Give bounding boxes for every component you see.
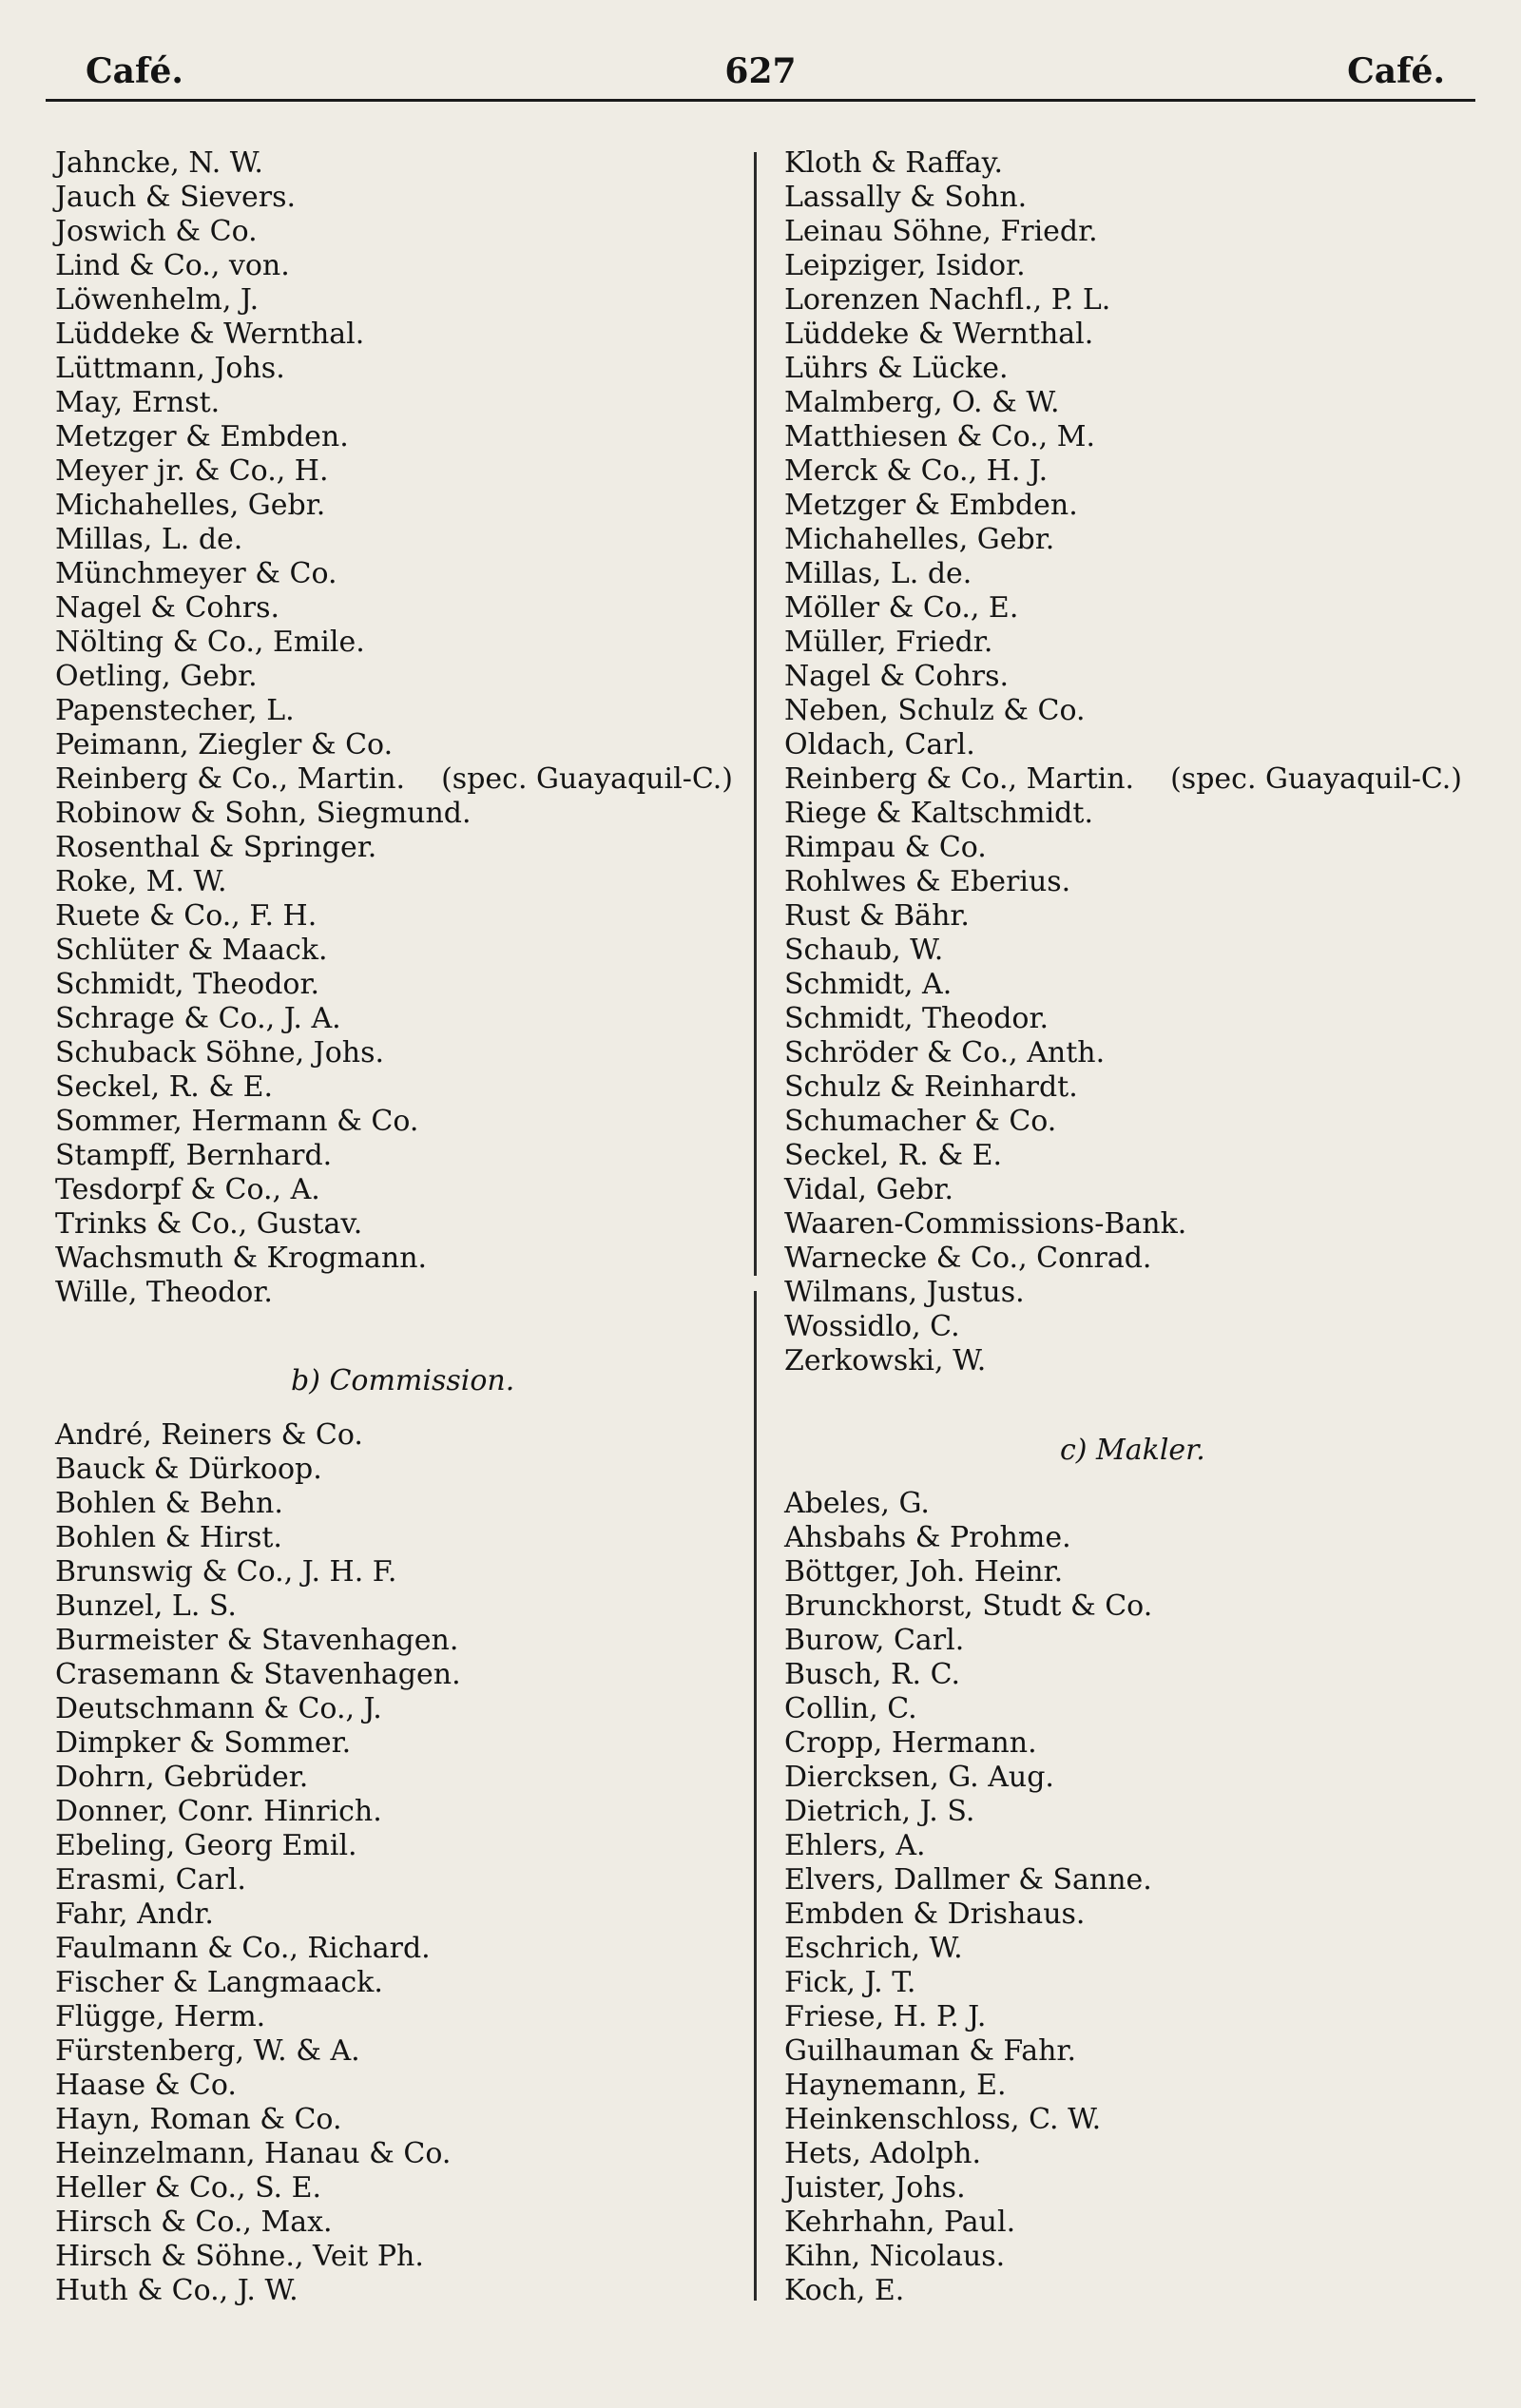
directory-entry: [784, 352, 1483, 386]
directory-entry: [55, 1726, 749, 1761]
entry-name: Bohlen & Hirst.: [55, 1521, 282, 1554]
entry-name: Haynemann, E.: [784, 2069, 1007, 2102]
directory-entry: [55, 1453, 749, 1487]
directory-entry: [784, 1726, 1483, 1761]
entry-name: Heller & Co., S. E.: [55, 2171, 322, 2205]
directory-entry: [784, 934, 1483, 968]
entry-name: Riege & Kaltschmidt.: [784, 797, 1093, 830]
entry-name: Trinks & Co., Gustav.: [55, 1207, 363, 1241]
entry-name: Möller & Co., E.: [784, 591, 1019, 625]
section-c-title: c) Makler.: [1060, 1434, 1205, 1467]
directory-entry: [784, 283, 1483, 318]
entry-name: Embden & Drishaus.: [784, 1898, 1086, 1931]
entry-name: Hets, Adolph.: [784, 2137, 982, 2170]
directory-entry: [55, 1761, 749, 1795]
entry-name: Ahsbahs & Prohme.: [784, 1521, 1071, 1554]
entry-name: Lüddeke & Wernthal.: [784, 318, 1094, 351]
entry-name: Leinau Söhne, Friedr.: [784, 215, 1098, 248]
directory-entry: [784, 1966, 1483, 2000]
entry-name: May, Ernst.: [55, 386, 221, 419]
directory-entry: [55, 1898, 749, 1932]
directory-entry: [784, 1242, 1483, 1276]
directory-entry: [55, 1242, 749, 1276]
column-divider-top: [754, 152, 757, 1276]
directory-entry: [55, 1070, 749, 1105]
entry-name: Jauch & Sievers.: [55, 181, 297, 214]
entry-name: Faulmann & Co., Richard.: [55, 1932, 431, 1965]
entry-name: Lorenzen Nachfl., P. L.: [784, 283, 1111, 317]
entry-name: Seckel, R. & E.: [784, 1139, 1003, 1172]
directory-entry: [784, 420, 1483, 454]
column-divider-bottom: [754, 1291, 757, 2301]
directory-entry: [784, 2034, 1483, 2069]
directory-entry: [784, 2240, 1483, 2274]
entry-name: Rosenthal & Springer.: [55, 831, 377, 864]
entry-name: Wossidlo, C.: [784, 1310, 960, 1343]
directory-entry: [55, 694, 749, 728]
entry-name: Robinow & Sohn, Siegmund.: [55, 797, 472, 830]
entry-name: Dietrich, J. S.: [784, 1795, 975, 1828]
directory-entry: [55, 865, 749, 899]
directory-entry: [55, 1829, 749, 1863]
directory-entry: [784, 318, 1483, 352]
entry-name: Kihn, Nicolaus.: [784, 2240, 1006, 2273]
entry-name: Deutschmann & Co., J.: [55, 1692, 382, 1725]
directory-entry: [55, 660, 749, 694]
section-c-entries: [784, 1487, 1483, 2308]
directory-entry: [784, 591, 1483, 626]
directory-entry: [784, 1829, 1483, 1863]
directory-entry: [784, 1932, 1483, 1966]
entry-name: Böttger, Joh. Heinr.: [784, 1555, 1064, 1589]
directory-entry: [784, 694, 1483, 728]
directory-entry: [55, 1139, 749, 1173]
directory-entry: [784, 1521, 1483, 1555]
entry-name: Diercksen, G. Aug.: [784, 1761, 1054, 1794]
directory-entry: [55, 1002, 749, 1036]
directory-entry: [55, 1105, 749, 1139]
directory-entry: [784, 523, 1483, 557]
directory-entry: [784, 1898, 1483, 1932]
entry-name: Burmeister & Stavenhagen.: [55, 1624, 459, 1657]
directory-entry: [55, 1863, 749, 1898]
entry-name: Dimpker & Sommer.: [55, 1726, 352, 1760]
entry-name: Wille, Theodor.: [55, 1276, 273, 1309]
directory-entry: [55, 591, 749, 626]
directory-entry: [55, 181, 749, 215]
entry-name: Dohrn, Gebrüder.: [55, 1761, 309, 1794]
entry-name: Metzger & Embden.: [55, 420, 349, 453]
entry-name: Rohlwes & Eberius.: [784, 865, 1071, 898]
directory-entry: [55, 1555, 749, 1589]
entry-name: Münchmeyer & Co.: [55, 557, 337, 590]
directory-entry: [55, 215, 749, 249]
entry-name: Lind & Co., von.: [55, 249, 290, 282]
directory-entry: [784, 2137, 1483, 2171]
directory-entry: [784, 2103, 1483, 2137]
directory-entry: [55, 1521, 749, 1555]
directory-entry: [55, 1487, 749, 1521]
directory-entry: [55, 934, 749, 968]
entry-name: Michahelles, Gebr.: [784, 523, 1055, 556]
directory-entry: [784, 797, 1483, 831]
directory-entry: [55, 557, 749, 591]
directory-entry: [784, 1173, 1483, 1207]
directory-entry: [55, 146, 749, 181]
directory-entry: [55, 831, 749, 865]
directory-entry: [55, 2069, 749, 2103]
entry-name: Kloth & Raffay.: [784, 146, 1004, 180]
directory-entry: [784, 1555, 1483, 1589]
entry-name: Schaub, W.: [784, 934, 944, 967]
entry-name: Millas, L. de.: [784, 557, 972, 590]
directory-entry: [55, 352, 749, 386]
entry-name: Huth & Co., J. W.: [55, 2274, 298, 2307]
entry-name: Müller, Friedr.: [784, 626, 993, 659]
entry-name: Guilhauman & Fahr.: [784, 2034, 1077, 2068]
entry-name: Merck & Co., H. J.: [784, 454, 1049, 488]
left-entries: [55, 146, 749, 1310]
entry-name: Schmidt, Theodor.: [784, 1002, 1049, 1035]
directory-entry: [55, 968, 749, 1002]
entry-name: Burow, Carl.: [784, 1624, 965, 1657]
directory-entry: [784, 1589, 1483, 1624]
directory-entry: [784, 968, 1483, 1002]
directory-entry: [55, 1207, 749, 1242]
entry-name: Schmidt, Theodor.: [55, 968, 320, 1001]
entry-name: Busch, R. C.: [784, 1658, 961, 1691]
entry-name: Leipziger, Isidor.: [784, 249, 1026, 282]
section-b-entries: [55, 1418, 749, 2308]
entry-name: Heinkenschloss, C. W.: [784, 2103, 1102, 2136]
entry-name: Heinzelmann, Hanau & Co.: [55, 2137, 452, 2170]
entry-name: Seckel, R. & E.: [55, 1070, 274, 1104]
entry-name: Fahr, Andr.: [55, 1898, 214, 1931]
entry-name: Peimann, Ziegler & Co.: [55, 728, 394, 761]
entry-name: Hirsch & Söhne., Veit Ph.: [55, 2240, 424, 2273]
entry-name: Fischer & Langmaack.: [55, 1966, 383, 1999]
directory-entry: [784, 1658, 1483, 1692]
directory-entry: [784, 386, 1483, 420]
directory-entry: [55, 728, 749, 762]
directory-entry: [784, 728, 1483, 762]
entry-name: André, Reiners & Co.: [55, 1418, 363, 1452]
entry-name: Reinberg & Co., Martin.: [55, 762, 406, 796]
directory-entry: [784, 2069, 1483, 2103]
entry-name: Lührs & Lücke.: [784, 352, 1009, 385]
entry-name: Wilmans, Justus.: [784, 1276, 1025, 1309]
directory-entry: [55, 386, 749, 420]
directory-entry: [784, 146, 1483, 181]
page-number: 627: [724, 51, 797, 91]
section-b-title: b) Commission.: [291, 1364, 515, 1397]
page-header: [46, 46, 1475, 101]
entry-name: Schrage & Co., J. A.: [55, 1002, 341, 1035]
directory-entry: [784, 899, 1483, 934]
entry-name: Wachsmuth & Krogmann.: [55, 1242, 428, 1275]
entry-name: Erasmi, Carl.: [55, 1863, 246, 1897]
directory-entry: [55, 1932, 749, 1966]
right-entries: [784, 146, 1483, 1378]
entry-name: Reinberg & Co., Martin.: [784, 762, 1135, 796]
directory-entry: [55, 454, 749, 489]
directory-entry: [784, 1105, 1483, 1139]
entry-name: Zerkowski, W.: [784, 1344, 987, 1377]
directory-entry: [55, 2274, 749, 2308]
entry-name: Bauck & Dürkoop.: [55, 1453, 322, 1486]
entry-name: Eschrich, W.: [784, 1932, 963, 1965]
entry-name: Meyer jr. & Co., H.: [55, 454, 329, 488]
entry-name: Friese, H. P. J.: [784, 2000, 987, 2033]
entry-name: Brunckhorst, Studt & Co.: [784, 1589, 1153, 1623]
entry-name: Schumacher & Co.: [784, 1105, 1057, 1138]
directory-entry: [784, 557, 1483, 591]
entry-name: Nagel & Cohrs.: [784, 660, 1010, 693]
directory-entry: [55, 2240, 749, 2274]
entry-name: Schmidt, A.: [784, 968, 953, 1001]
directory-entry: [55, 797, 749, 831]
entry-name: Rimpau & Co.: [784, 831, 987, 864]
entry-name: Abeles, G.: [784, 1487, 930, 1520]
entry-name: Nölting & Co., Emile.: [55, 626, 365, 659]
entry-name: Sommer, Hermann & Co.: [55, 1105, 419, 1138]
entry-name: Schlüter & Maack.: [55, 934, 328, 967]
directory-entry: [55, 1276, 749, 1310]
entry-name: Bunzel, L. S.: [55, 1589, 237, 1623]
entry-name: Michahelles, Gebr.: [55, 489, 326, 522]
entry-name: Oetling, Gebr.: [55, 660, 258, 693]
entry-name: Vidal, Gebr.: [784, 1173, 953, 1206]
directory-entry: [784, 762, 1483, 797]
directory-entry: [55, 2206, 749, 2240]
entry-name: Schröder & Co., Anth.: [784, 1036, 1106, 1069]
entry-name: Cropp, Hermann.: [784, 1726, 1037, 1760]
entry-name: Collin, C.: [784, 1692, 917, 1725]
directory-entry: [784, 1487, 1483, 1521]
directory-entry: [784, 249, 1483, 283]
entry-name: Flügge, Herm.: [55, 2000, 266, 2033]
entry-name: Rust & Bähr.: [784, 899, 970, 933]
directory-entry: [784, 215, 1483, 249]
directory-entry: [784, 1139, 1483, 1173]
entry-name: Fick, J. T.: [784, 1966, 916, 1999]
entry-name: Tesdorpf & Co., A.: [55, 1173, 320, 1206]
directory-entry: [784, 2206, 1483, 2240]
directory-entry: [55, 1418, 749, 1453]
directory-entry: [55, 626, 749, 660]
right-column: [784, 146, 1483, 2308]
entry-name: Nagel & Cohrs.: [55, 591, 280, 625]
directory-entry: [784, 489, 1483, 523]
directory-entry: [784, 1310, 1483, 1344]
entry-name: Kehrhahn, Paul.: [784, 2206, 1016, 2239]
entry-name: Lüttmann, Johs.: [55, 352, 285, 385]
directory-entry: [55, 1173, 749, 1207]
entry-name: Donner, Conr. Hinrich.: [55, 1795, 382, 1828]
entry-name: Ebeling, Georg Emil.: [55, 1829, 357, 1862]
directory-entry: [55, 1036, 749, 1070]
directory-entry: [784, 1344, 1483, 1378]
entry-name: Joswich & Co.: [55, 215, 258, 248]
directory-entry: [784, 1207, 1483, 1242]
directory-entry: [784, 1070, 1483, 1105]
entry-name: Oldach, Carl.: [784, 728, 975, 761]
directory-entry: [55, 283, 749, 318]
entry-name: Jahncke, N. W.: [55, 146, 263, 180]
entry-name: Fürstenberg, W. & A.: [55, 2034, 360, 2068]
directory-entry: [784, 1036, 1483, 1070]
entry-name: Roke, M. W.: [55, 865, 227, 898]
directory-entry: [784, 2274, 1483, 2308]
directory-entry: [784, 831, 1483, 865]
entry-name: Warnecke & Co., Conrad.: [784, 1242, 1152, 1275]
entry-name: Crasemann & Stavenhagen.: [55, 1658, 461, 1691]
directory-entry: [55, 420, 749, 454]
directory-entry: [55, 899, 749, 934]
directory-entry: [784, 2171, 1483, 2206]
entry-name: Waaren-Commissions-Bank.: [784, 1207, 1187, 1241]
directory-entry: [55, 2034, 749, 2069]
entry-name: Papenstecher, L.: [55, 694, 295, 727]
entry-name: Stampff, Bernhard.: [55, 1139, 333, 1172]
directory-entry: [55, 1589, 749, 1624]
directory-entry: [55, 249, 749, 283]
directory-entry: [55, 2171, 749, 2206]
running-head-right: Café.: [1347, 51, 1445, 91]
entry-spec-note: (spec. Guayaquil-C.): [1170, 762, 1463, 796]
directory-entry: [784, 865, 1483, 899]
entry-name: Hirsch & Co., Max.: [55, 2206, 333, 2239]
entry-name: Matthiesen & Co., M.: [784, 420, 1095, 453]
directory-entry: [55, 1966, 749, 2000]
directory-entry: [784, 181, 1483, 215]
entry-name: Löwenhelm, J.: [55, 283, 260, 317]
directory-entry: [784, 1276, 1483, 1310]
directory-entry: [784, 626, 1483, 660]
directory-entry: [784, 1761, 1483, 1795]
entry-name: Neben, Schulz & Co.: [784, 694, 1086, 727]
directory-entry: [55, 1795, 749, 1829]
directory-entry: [784, 1692, 1483, 1726]
entry-name: Metzger & Embden.: [784, 489, 1078, 522]
directory-entry: [784, 1624, 1483, 1658]
entry-name: Millas, L. de.: [55, 523, 243, 556]
directory-entry: [784, 1795, 1483, 1829]
directory-entry: [784, 660, 1483, 694]
directory-entry: [55, 2103, 749, 2137]
directory-entry: [55, 1692, 749, 1726]
entry-name: Schulz & Reinhardt.: [784, 1070, 1078, 1104]
entry-name: Haase & Co.: [55, 2069, 237, 2102]
directory-entry: [784, 2000, 1483, 2034]
entry-name: Brunswig & Co., J. H. F.: [55, 1555, 397, 1589]
directory-entry: [55, 762, 749, 797]
entry-name: Elvers, Dallmer & Sanne.: [784, 1863, 1152, 1897]
entry-name: Bohlen & Behn.: [55, 1487, 283, 1520]
directory-entry: [55, 1624, 749, 1658]
directory-entry: [55, 318, 749, 352]
entry-name: Malmberg, O. & W.: [784, 386, 1060, 419]
entry-name: Koch, E.: [784, 2274, 905, 2307]
entry-name: Ehlers, A.: [784, 1829, 926, 1862]
running-head-left: Café.: [86, 51, 183, 91]
directory-entry: [784, 1002, 1483, 1036]
directory-entry: [55, 2137, 749, 2171]
left-column: [55, 146, 749, 2308]
entry-name: Ruete & Co., F. H.: [55, 899, 318, 933]
directory-entry: [784, 454, 1483, 489]
directory-entry: [55, 523, 749, 557]
directory-entry: [55, 489, 749, 523]
directory-entry: [55, 2000, 749, 2034]
entry-spec-note: (spec. Guayaquil-C.): [441, 762, 734, 796]
directory-entry: [784, 1863, 1483, 1898]
entry-name: Lüddeke & Wernthal.: [55, 318, 365, 351]
entry-name: Lassally & Sohn.: [784, 181, 1028, 214]
directory-entry: [55, 1658, 749, 1692]
entry-name: Hayn, Roman & Co.: [55, 2103, 342, 2136]
entry-name: Juister, Johs.: [784, 2171, 966, 2205]
header-rule: [46, 99, 1475, 102]
entry-name: Schuback Söhne, Johs.: [55, 1036, 385, 1069]
